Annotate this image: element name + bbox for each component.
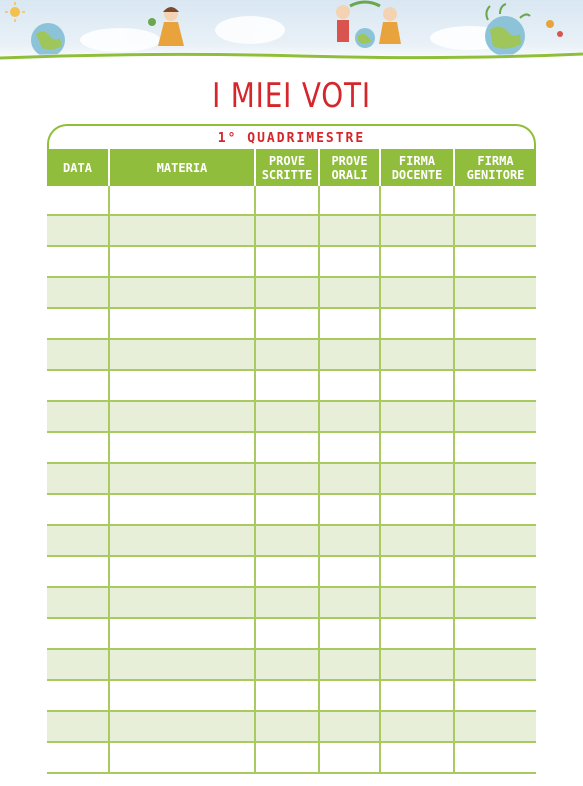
cell-prove-scritte[interactable] [255, 215, 319, 246]
table-row [47, 556, 536, 587]
cell-firma-genitore[interactable] [454, 525, 536, 556]
cell-prove-scritte[interactable] [255, 339, 319, 370]
cell-firma-docente[interactable] [380, 339, 454, 370]
column-header-prove-scritte: PROVE SCRITTE [255, 149, 319, 186]
table-row [47, 680, 536, 711]
cell-prove-orali[interactable] [319, 494, 380, 525]
cell-firma-genitore[interactable] [454, 618, 536, 649]
cell-materia[interactable] [109, 370, 255, 401]
grades-sheet [47, 124, 536, 774]
cell-data[interactable] [47, 742, 109, 773]
cell-firma-genitore[interactable] [454, 587, 536, 618]
cell-materia[interactable] [109, 742, 255, 773]
cell-materia[interactable] [109, 339, 255, 370]
cell-firma-docente[interactable] [380, 277, 454, 308]
cell-prove-scritte[interactable] [255, 649, 319, 680]
cell-prove-orali[interactable] [319, 215, 380, 246]
table-body [47, 186, 536, 773]
cell-prove-orali[interactable] [319, 339, 380, 370]
cell-prove-scritte[interactable] [255, 370, 319, 401]
cell-firma-genitore[interactable] [454, 432, 536, 463]
cell-prove-orali[interactable] [319, 370, 380, 401]
cell-materia[interactable] [109, 432, 255, 463]
table-row [47, 401, 536, 432]
table-row [47, 525, 536, 556]
table-row [47, 494, 536, 525]
cell-materia[interactable] [109, 401, 255, 432]
cell-firma-genitore[interactable] [454, 463, 536, 494]
cell-prove-orali[interactable] [319, 711, 380, 742]
cell-materia[interactable] [109, 649, 255, 680]
cell-prove-orali[interactable] [319, 556, 380, 587]
cell-prove-scritte[interactable] [255, 308, 319, 339]
cell-materia[interactable] [109, 186, 255, 215]
table-row [47, 277, 536, 308]
cell-materia[interactable] [109, 525, 255, 556]
cell-prove-orali[interactable] [319, 742, 380, 773]
cell-prove-scritte[interactable] [255, 463, 319, 494]
column-header-firma-genitore: FIRMA GENITORE [454, 149, 536, 186]
cell-prove-orali[interactable] [319, 432, 380, 463]
cell-firma-docente[interactable] [380, 186, 454, 215]
cell-prove-scritte[interactable] [255, 587, 319, 618]
cell-prove-scritte[interactable] [255, 680, 319, 711]
cell-firma-docente[interactable] [380, 618, 454, 649]
cell-prove-orali[interactable] [319, 525, 380, 556]
column-header-prove-orali: PROVE ORALI [319, 149, 380, 186]
globe-icon [31, 23, 65, 57]
cell-firma-docente[interactable] [380, 680, 454, 711]
cell-firma-docente[interactable] [380, 215, 454, 246]
cell-materia[interactable] [109, 463, 255, 494]
cell-data[interactable] [47, 339, 109, 370]
cell-firma-genitore[interactable] [454, 277, 536, 308]
cell-prove-orali[interactable] [319, 463, 380, 494]
table-row [47, 649, 536, 680]
cell-prove-orali[interactable] [319, 277, 380, 308]
cell-prove-orali[interactable] [319, 401, 380, 432]
cell-data[interactable] [47, 432, 109, 463]
cell-prove-scritte[interactable] [255, 432, 319, 463]
cell-data[interactable] [47, 587, 109, 618]
cell-prove-orali[interactable] [319, 618, 380, 649]
table-row [47, 711, 536, 742]
semester-label: 1° QUADRIMESTRE [47, 124, 536, 149]
cell-materia[interactable] [109, 277, 255, 308]
cell-firma-genitore[interactable] [454, 308, 536, 339]
cell-firma-genitore[interactable] [454, 215, 536, 246]
cell-prove-scritte[interactable] [255, 401, 319, 432]
cell-data[interactable] [47, 215, 109, 246]
cell-data[interactable] [47, 494, 109, 525]
cell-prove-scritte[interactable] [255, 525, 319, 556]
cell-materia[interactable] [109, 215, 255, 246]
cell-prove-scritte[interactable] [255, 277, 319, 308]
cell-materia[interactable] [109, 618, 255, 649]
cell-prove-orali[interactable] [319, 587, 380, 618]
cell-firma-genitore[interactable] [454, 186, 536, 215]
globe-with-plants-icon [485, 4, 563, 56]
cell-firma-genitore[interactable] [454, 370, 536, 401]
cell-materia[interactable] [109, 246, 255, 277]
cell-firma-docente[interactable] [380, 556, 454, 587]
table-row [47, 463, 536, 494]
cell-materia[interactable] [109, 556, 255, 587]
cell-prove-scritte[interactable] [255, 556, 319, 587]
table-row [47, 742, 536, 773]
table-row [47, 339, 536, 370]
cell-data[interactable] [47, 680, 109, 711]
cell-materia[interactable] [109, 494, 255, 525]
cell-data[interactable] [47, 525, 109, 556]
cell-firma-genitore[interactable] [454, 494, 536, 525]
cell-prove-scritte[interactable] [255, 494, 319, 525]
cell-firma-docente[interactable] [380, 587, 454, 618]
cell-prove-scritte[interactable] [255, 246, 319, 277]
cell-data[interactable] [47, 246, 109, 277]
cell-data[interactable] [47, 556, 109, 587]
cell-data[interactable] [47, 308, 109, 339]
cell-firma-docente[interactable] [380, 494, 454, 525]
table-row [47, 215, 536, 246]
cell-data[interactable] [47, 463, 109, 494]
cell-firma-genitore[interactable] [454, 556, 536, 587]
cell-firma-genitore[interactable] [454, 401, 536, 432]
cell-firma-docente[interactable] [380, 308, 454, 339]
decorative-header-illustration [0, 0, 583, 64]
cell-prove-scritte[interactable] [255, 186, 319, 215]
cell-prove-orali[interactable] [319, 649, 380, 680]
cell-prove-scritte[interactable] [255, 742, 319, 773]
cell-data[interactable] [47, 618, 109, 649]
cell-materia[interactable] [109, 680, 255, 711]
cell-firma-genitore[interactable] [454, 711, 536, 742]
table-row [47, 432, 536, 463]
cell-materia[interactable] [109, 711, 255, 742]
table-row [47, 186, 536, 215]
cell-firma-docente[interactable] [380, 246, 454, 277]
sun-icon [5, 2, 25, 22]
grades-table [47, 149, 536, 774]
cell-data[interactable] [47, 370, 109, 401]
cell-firma-genitore[interactable] [454, 246, 536, 277]
cell-firma-genitore[interactable] [454, 742, 536, 773]
cell-firma-genitore[interactable] [454, 649, 536, 680]
cell-data[interactable] [47, 277, 109, 308]
cell-data[interactable] [47, 649, 109, 680]
table-row [47, 587, 536, 618]
cell-firma-docente[interactable] [380, 370, 454, 401]
table-row [47, 618, 536, 649]
table-header-row [47, 149, 536, 186]
cell-firma-docente[interactable] [380, 742, 454, 773]
column-header-firma-docente: FIRMA DOCENTE [380, 149, 454, 186]
table-row [47, 308, 536, 339]
cell-materia[interactable] [109, 308, 255, 339]
cell-firma-genitore[interactable] [454, 339, 536, 370]
children-with-globe-illustration [336, 2, 401, 48]
cell-firma-docente[interactable] [380, 649, 454, 680]
column-header-materia: MATERIA [109, 149, 255, 186]
table-row [47, 246, 536, 277]
cell-firma-docente[interactable] [380, 711, 454, 742]
cell-prove-scritte[interactable] [255, 711, 319, 742]
table-row [47, 370, 536, 401]
cell-firma-docente[interactable] [380, 432, 454, 463]
cell-prove-orali[interactable] [319, 246, 380, 277]
cell-prove-orali[interactable] [319, 680, 380, 711]
cell-firma-genitore[interactable] [454, 680, 536, 711]
cell-prove-orali[interactable] [319, 308, 380, 339]
cell-data[interactable] [47, 186, 109, 215]
cell-firma-docente[interactable] [380, 401, 454, 432]
cell-materia[interactable] [109, 587, 255, 618]
cell-prove-orali[interactable] [319, 186, 380, 215]
cell-data[interactable] [47, 711, 109, 742]
column-header-data: DATA [47, 149, 109, 186]
cell-prove-scritte[interactable] [255, 618, 319, 649]
cell-firma-docente[interactable] [380, 463, 454, 494]
page-title: I MIEI VOTI [212, 76, 371, 116]
cell-firma-docente[interactable] [380, 525, 454, 556]
cell-data[interactable] [47, 401, 109, 432]
